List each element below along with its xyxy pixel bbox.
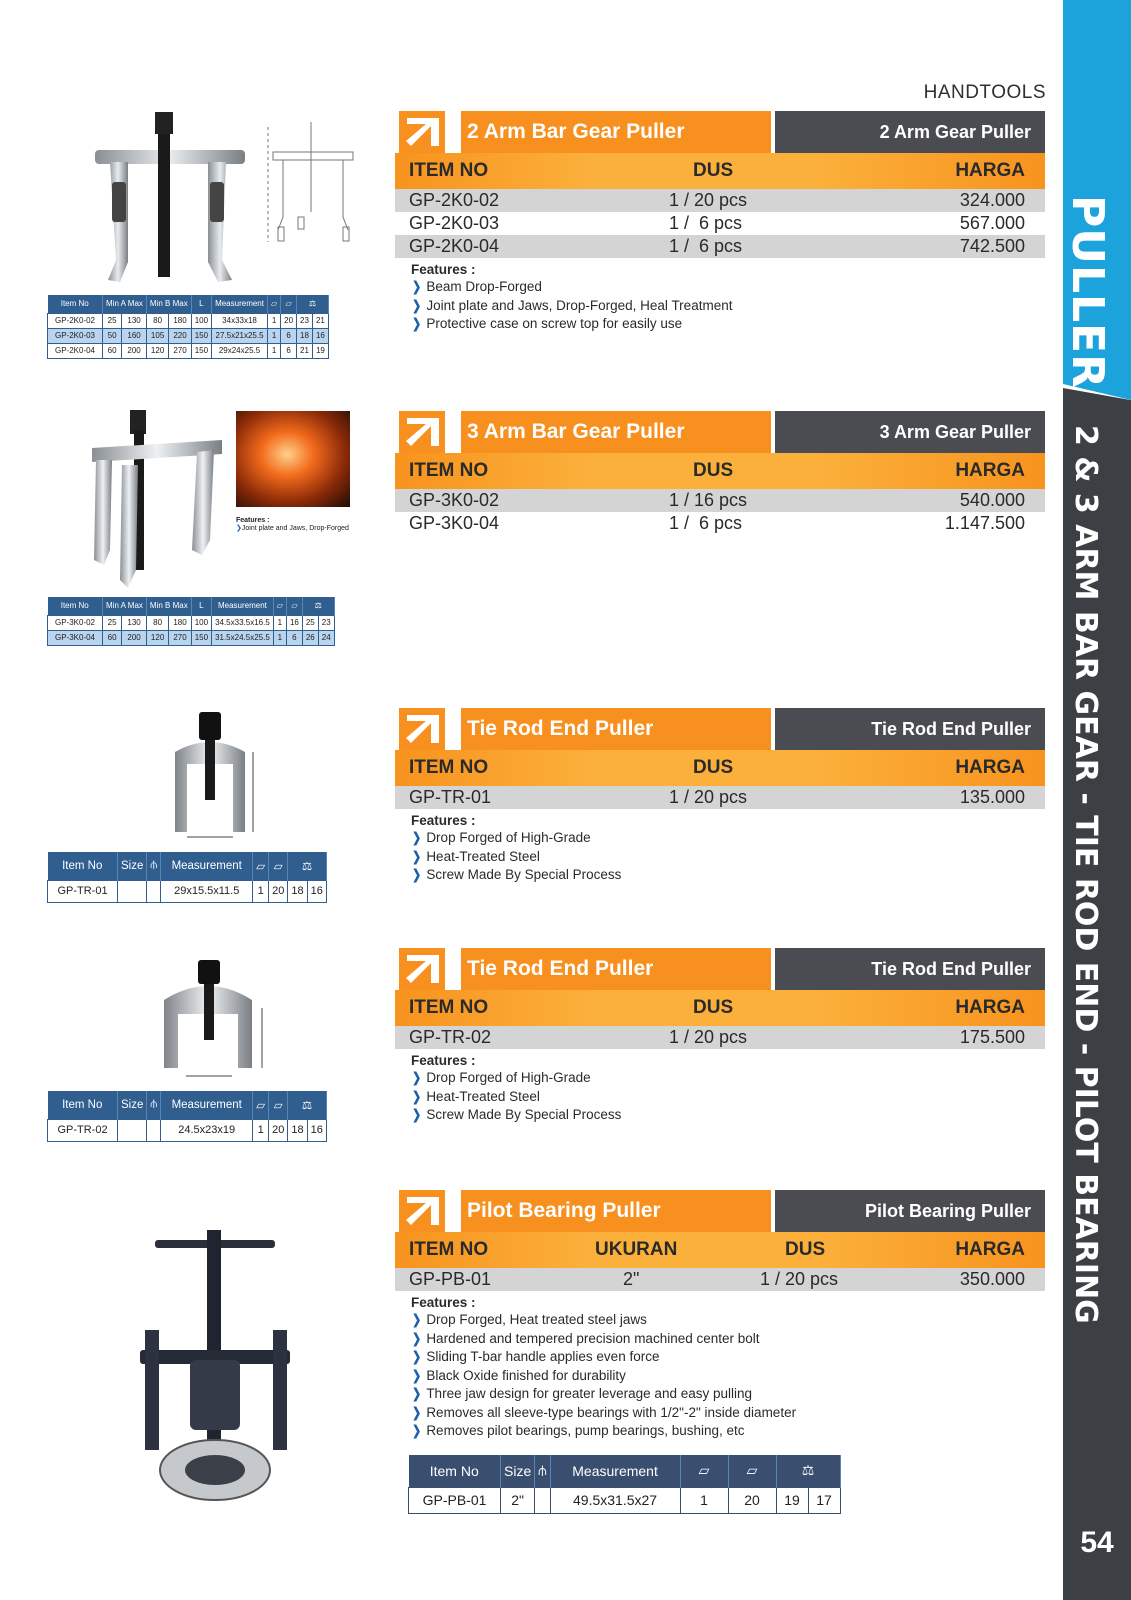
box-icon: ▱ xyxy=(267,295,280,313)
sidebar-category-title: PULLER xyxy=(1062,195,1113,389)
carton-icon: ▱ xyxy=(281,295,297,313)
product-subtitle: 3 Arm Gear Puller xyxy=(775,411,1045,453)
chevron-right-icon: ❯ xyxy=(412,1404,422,1420)
two-arm-puller-photo xyxy=(90,112,250,292)
price-row: GP-3K0-04 1 / 6 pcs 1.147.500 xyxy=(409,513,1025,533)
table-row: GP-3K0-02 25 130 80 180 100 34.5x33.5x16.5 1 16 25 23 xyxy=(48,615,335,630)
scale-icon: ⚖ xyxy=(297,295,329,313)
product-block-2-arm xyxy=(395,111,1045,334)
feature-item: ❯ Screw Made By Special Process xyxy=(411,866,1045,885)
spec-table-tr01: Item No Size ⫛ Measurement ▱ ▱ ⚖ GP-TR-01 29x15.5x11.5 1 20 18 16 xyxy=(47,852,327,903)
feature-item: ❯ Removes pilot bearings, pump bearings, bushing, etc xyxy=(411,1422,1045,1441)
product-block-tie-rod-01 xyxy=(395,708,1045,885)
price-row xyxy=(395,189,1045,212)
price-row: GP-TR-02 1 / 20 pcs 175.500 xyxy=(395,1026,1045,1049)
chevron-right-icon: ❯ xyxy=(412,1088,422,1104)
dus-value: 1 / 6 pcs xyxy=(669,236,743,256)
product-title-row xyxy=(395,111,1045,153)
chevron-right-icon: ❯ xyxy=(412,297,422,313)
fork-icon: ⫛ xyxy=(535,1455,550,1487)
chevron-right-icon: ❯ xyxy=(412,1070,422,1085)
product-title: 3 Arm Bar Gear Puller xyxy=(461,411,771,453)
chevron-right-icon: ❯ xyxy=(412,1367,422,1383)
chevron-right-icon: ❯ xyxy=(412,1349,422,1364)
tie-rod-puller-photo xyxy=(158,958,273,1083)
features-list: Features : ❯ Drop Forged of High-Grade ❯ Heat-Treated Steel ❯ Screw Made By Special Process xyxy=(395,1049,1045,1125)
feature-item: ❯ Joint plate and Jaws, Drop-Forged, Heal Treatment xyxy=(411,297,1045,316)
product-subtitle: Tie Rod End Puller xyxy=(775,708,1045,750)
product-subtitle: 2 Arm Gear Puller xyxy=(775,111,1045,153)
price-row: GP-3K0-02 1 / 16 pcs 540.000 xyxy=(395,489,1045,512)
box-icon: ▱ xyxy=(273,597,286,615)
features-list xyxy=(395,258,1045,334)
feature-item: ❯ Drop Forged of High-Grade xyxy=(411,829,1045,848)
scale-icon: ⚖ xyxy=(288,1091,327,1119)
spec-table-3-arm: Item No Min A Max Min B Max L Measurement ▱ ▱ ⚖ GP-3K0-02 25 130 80 180 100 34.5x33.5x16.5 1 16 25 23 GP-3K0-04 60 200 120 270 150 31.5x24.5x25.5 1 6 26 24 xyxy=(47,597,335,646)
two-arm-puller-diagram xyxy=(258,112,363,252)
feature-item: ❯ Heat-Treated Steel xyxy=(411,1088,1045,1107)
brand-logo-icon xyxy=(399,411,445,453)
feature-item: ❯ Three jaw design for greater leverage and easy pulling xyxy=(411,1385,1045,1404)
feature-item: ❯ Black Oxide finished for durability xyxy=(411,1367,1045,1386)
carton-icon: ▱ xyxy=(269,852,288,880)
scale-icon: ⚖ xyxy=(776,1455,840,1487)
spec-table-2-arm xyxy=(47,295,329,359)
sidebar-subtitle: 2 & 3 ARM BAR GEAR - TIE ROD END - PILOT BEARING xyxy=(1068,425,1103,1324)
product-title: Tie Rod End Puller xyxy=(461,708,771,750)
table-row: GP-3K0-04 60 200 120 270 150 31.5x24.5x25.5 1 6 26 24 xyxy=(48,630,335,645)
box-icon: ▱ xyxy=(253,852,269,880)
chevron-right-icon: ❯ xyxy=(412,848,422,864)
price-row: GP-TR-01 1 / 20 pcs 135.000 xyxy=(395,786,1045,809)
fork-icon: ⫛ xyxy=(147,852,161,880)
price-table-header: ITEM NO UKURAN DUS HARGA xyxy=(395,1232,1045,1268)
tie-rod-puller-photo xyxy=(165,712,275,847)
scale-icon: ⚖ xyxy=(302,597,334,615)
spec-table-pb01: Item No Size ⫛ Measurement ▱ ▱ ⚖ GP-PB-01 2" 49.5x31.5x27 1 20 19 17 xyxy=(408,1455,841,1514)
col-harga: HARGA xyxy=(955,160,1025,181)
price-table-header: ITEM NO DUS HARGA xyxy=(395,453,1045,489)
col-item-no: ITEM NO xyxy=(409,160,489,181)
feature-item: ❯ Drop Forged of High-Grade xyxy=(411,1069,1045,1088)
forging-photo xyxy=(236,411,350,507)
dus-value: 1 / 20 pcs xyxy=(669,190,748,210)
brand-logo-icon xyxy=(399,111,445,153)
dus-value: 1 / 6 pcs xyxy=(669,213,743,233)
feature-item: ❯ Hardened and tempered precision machined center bolt xyxy=(411,1330,1045,1349)
price-row: GP-PB-01 2" 1 / 20 pcs 350.000 xyxy=(395,1268,1045,1291)
product-block-pilot-bearing xyxy=(395,1190,1045,1441)
pilot-bearing-puller-photo xyxy=(125,1220,305,1510)
price-value: 742.500 xyxy=(959,236,1025,256)
brand-logo-icon xyxy=(399,1190,445,1232)
product-block-tie-rod-02 xyxy=(395,948,1045,1125)
item-no: GP-2K0-02 xyxy=(409,190,500,210)
table-row: GP-2K0-04 60 200 120 270 150 29x24x25.5 1 6 21 19 xyxy=(48,343,329,358)
scale-icon: ⚖ xyxy=(288,852,327,880)
features-title: Features : xyxy=(411,262,476,277)
carton-icon: ▱ xyxy=(286,597,302,615)
feature-item: ❯ Screw Made By Special Process xyxy=(411,1106,1045,1125)
carton-icon: ▱ xyxy=(269,1091,288,1119)
chevron-right-icon: ❯ xyxy=(412,316,422,331)
price-table-header: ITEM NO DUS HARGA xyxy=(395,990,1045,1026)
section-label: HANDTOOLS xyxy=(923,82,1046,103)
product-subtitle: Pilot Bearing Puller xyxy=(775,1190,1045,1232)
chevron-right-icon: ❯ xyxy=(412,1423,422,1438)
price-value: 324.000 xyxy=(959,190,1025,210)
table-row: GP-2K0-02 25 130 80 180 100 34x33x18 1 20 23 21 xyxy=(48,313,329,328)
product-title: 2 Arm Bar Gear Puller xyxy=(461,111,771,153)
photo-features: Features : ❯Joint plate and Jaws, Drop-Forged xyxy=(236,517,349,532)
three-arm-puller-photo xyxy=(82,410,227,595)
features-list: Features : ❯ Drop Forged, Heat treated steel jaws ❯ Hardened and tempered precision machined center bolt ❯ Sliding T-bar handle applies even force ❯ Black Oxide finished for durability ❯ Three jaw design for greater leverage and easy pulling ❯ Removes all sleeve-type bearings with 1/2"-2" inside diameter ❯ Removes pilot bearings, pump bearings, bushing, etc xyxy=(395,1291,1045,1441)
chevron-right-icon: ❯ xyxy=(412,1312,422,1327)
features-list: Features : ❯ Drop Forged of High-Grade ❯ Heat-Treated Steel ❯ Screw Made By Special Process xyxy=(395,809,1045,885)
box-icon: ▱ xyxy=(253,1091,269,1119)
fork-icon: ⫛ xyxy=(147,1091,161,1119)
feature-item: ❯ Removes all sleeve-type bearings with 1/2"-2" inside diameter xyxy=(411,1404,1045,1423)
carton-icon: ▱ xyxy=(728,1455,776,1487)
feature-item: ❯ Heat-Treated Steel xyxy=(411,848,1045,867)
price-row xyxy=(395,212,1045,235)
page-number: 54 xyxy=(1080,1526,1114,1559)
product-subtitle: Tie Rod End Puller xyxy=(775,948,1045,990)
price-value: 567.000 xyxy=(959,213,1025,233)
price-table-header xyxy=(395,153,1045,189)
price-row xyxy=(395,235,1045,258)
table-row: GP-TR-02 24.5x23x19 1 20 18 16 xyxy=(48,1119,327,1141)
item-no: GP-2K0-03 xyxy=(409,213,500,233)
feature-item: ❯ Protective case on screw top for easily use xyxy=(411,315,1045,334)
table-row: GP-2K0-03 50 160 105 220 150 27.5x21x25.5 1 6 18 16 xyxy=(48,328,329,343)
product-block-3-arm xyxy=(395,411,1045,535)
table-row: GP-PB-01 2" 49.5x31.5x27 1 20 19 17 xyxy=(409,1487,841,1513)
spec-table-header: Item No Min A Max Min B Max L Measurement ▱ ▱ ⚖ xyxy=(48,295,329,313)
chevron-right-icon: ❯ xyxy=(412,1386,422,1401)
chevron-right-icon: ❯ xyxy=(412,1330,422,1346)
product-title: Pilot Bearing Puller xyxy=(461,1190,771,1232)
product-title: Tie Rod End Puller xyxy=(461,948,771,990)
brand-logo-icon xyxy=(399,708,445,750)
chevron-right-icon: ❯ xyxy=(412,1107,422,1122)
spec-table-tr02: Item No Size ⫛ Measurement ▱ ▱ ⚖ GP-TR-02 24.5x23x19 1 20 18 16 xyxy=(47,1091,327,1142)
feature-item: ❯ Sliding T-bar handle applies even force xyxy=(411,1348,1045,1367)
col-dus: DUS xyxy=(693,160,734,181)
feature-item: ❯ Beam Drop-Forged xyxy=(411,278,1045,297)
chevron-right-icon: ❯ xyxy=(412,279,422,294)
table-row: GP-TR-01 29x15.5x11.5 1 20 18 16 xyxy=(48,880,327,902)
box-icon: ▱ xyxy=(680,1455,728,1487)
feature-item: ❯ Drop Forged, Heat treated steel jaws xyxy=(411,1311,1045,1330)
chevron-right-icon: ❯ xyxy=(412,830,422,845)
item-no: GP-2K0-04 xyxy=(409,236,500,256)
chevron-right-icon: ❯ xyxy=(412,867,422,882)
brand-logo-icon xyxy=(399,948,445,990)
chevron-right-icon: ❯ xyxy=(236,525,242,532)
price-table-header: ITEM NO DUS HARGA xyxy=(395,750,1045,786)
